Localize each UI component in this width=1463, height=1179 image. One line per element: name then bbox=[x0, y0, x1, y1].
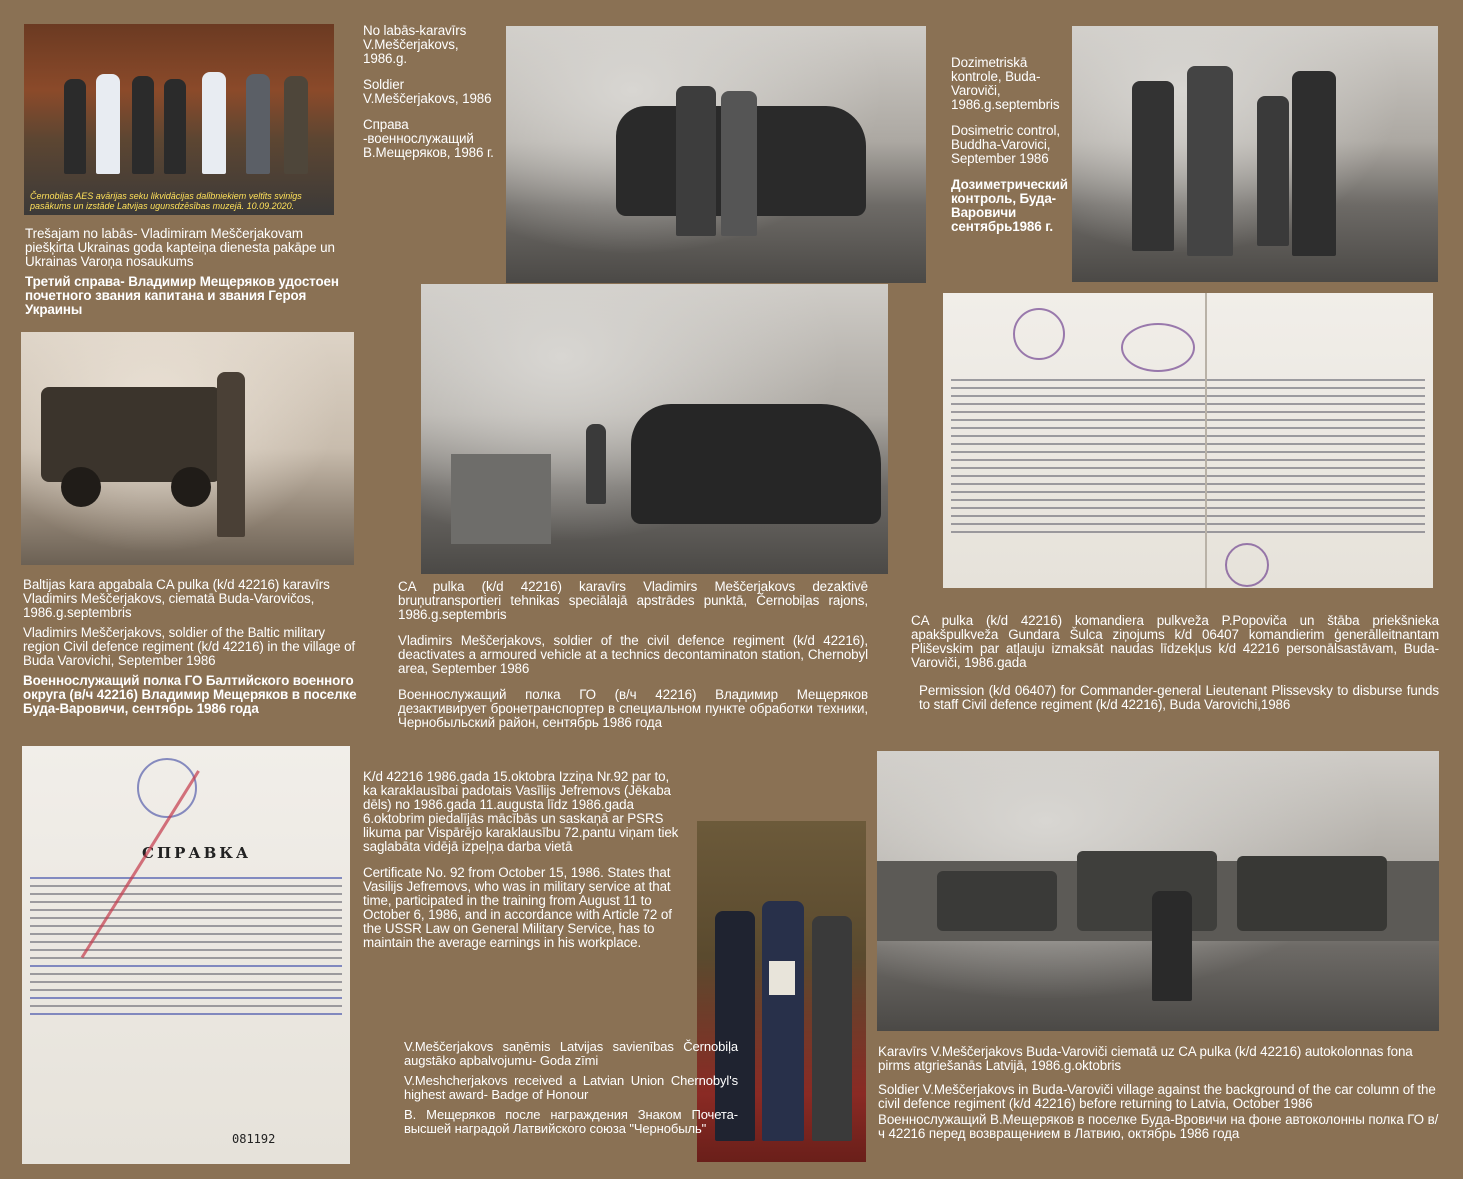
regiment-report-text-lv: CA pulka (k/d 42216) komandiera pulkveža P.Popoviča un štāba priekšnieka apakšpulkveža Gundara Šulca ziņojums k/d 06407 komandierim ģenerālleitnantam Pliševskim par atļauju izmaksāt naudas līdzekļus k/d 42216 personālsastāvam, Buda-Varoviči, 1986.gada bbox=[911, 613, 1439, 670]
truck-soldier-text-en: Vladimirs Meščerjakovs, soldier of the Baltic military region Civil defence regiment (k/d 42216) in the village of Buda Varovichi, September 1986 bbox=[23, 625, 356, 668]
decontamination-text-en: Vladimirs Meščerjakovs, soldier of the civil defence regiment (k/d 42216), deactivates a armoured vehicle at a technics decontaminaton station, Chernobyl area, September 1986 bbox=[398, 633, 868, 676]
certificate-text-en: Certificate No. 92 from October 15, 1986. States that Vasilijs Jefremovs, who was in military service at that time, participated in the training from August 11 to October 6, 1986, and in accordance with Article 72 of the USSR Law on General Military Service, has to maintain the average earnings in his workplace. bbox=[363, 865, 672, 950]
truck-soldier-text bbox=[23, 578, 363, 722]
car-column-photo bbox=[877, 751, 1439, 1031]
ceremony-caption: Černobiļas AES avārijas seku likvidācijas dalībniekiem veltīts svinīgs pasākums un izstāde Latvijas ugunsdzēsības muzejā. 10.09.2020. bbox=[30, 191, 302, 211]
ceremony-photo bbox=[24, 24, 334, 215]
truck-soldier-text-ru: Военнослужащий полка ГО Балтийского военного округа (в/ч 42216) Владимир Мещеряков в поселке Буда-Варовичи, сентябрь 1986 года bbox=[23, 673, 357, 716]
certificate-document bbox=[22, 746, 350, 1164]
award-text-en: V.Meshcherjakovs received a Latvian Union Chernobyl's highest award- Badge of Honour bbox=[404, 1073, 738, 1102]
dosimetric-control-photo bbox=[1072, 26, 1438, 282]
car-column-text-ru: Военнослужащий В.Мещеряков в поселке Буда-Вровичи на фоне автоколонны полка ГО в/ч 42216 перед возвращением в Латвию, октябрь 1986 года bbox=[878, 1112, 1439, 1141]
apc-soldiers-text bbox=[363, 24, 503, 166]
truck-soldier-photo bbox=[21, 332, 354, 565]
award-text bbox=[404, 1040, 738, 1142]
certificate-text-lv: K/d 42216 1986.gada 15.oktobra Izziņa Nr.92 par to, ka karaklausībai padotais Vasīlijs Jefremovs (Jēkaba dēls) no 1986.gada 11.augusta līdz 1986.gada 6.oktobrim piedalījās mācībās un saskaņā ar PSRS likuma par Vispārējo karaklausību 72.pantu viņam tiek saglabāta vidējā izpeļņa darba vietā bbox=[363, 769, 679, 854]
regiment-report-text bbox=[911, 614, 1439, 718]
dosimetric-text bbox=[951, 56, 1069, 240]
regiment-report-text-en: Permission (k/d 06407) for Commander-general Lieutenant Plissevsky to disburse funds to staff Civil defence regiment (k/d 42216), Buda Varovichi,1986 bbox=[919, 683, 1439, 712]
decontamination-text-lv: CA pulka (k/d 42216) karavīrs Vladimirs Meščerjakovs dezaktivē bruņutransportieri tehnikas speciālajā apstrādes punktā, Černobiļas rajons, 1986.g.septembris bbox=[398, 579, 868, 622]
ceremony-text bbox=[25, 227, 355, 323]
dosimetric-text-lv: Dozimetriskā kontrole, Buda-Varoviči, 1986.g.septembris bbox=[951, 55, 1060, 112]
apc-soldiers-text-lv: No labās-karavīrs V.Meščerjakovs, 1986.g. bbox=[363, 23, 467, 66]
certificate-number: 081192 bbox=[232, 1132, 276, 1146]
ceremony-text-lv: Trešajam no labās- Vladimiram Meščerjakovam piešķirta Ukrainas goda kapteiņa dienesta pakāpe un Ukrainas Varoņa nosaukums bbox=[25, 226, 335, 269]
apc-soldiers-text-ru: Справа -военнослужащий В.Мещеряков, 1986 г. bbox=[363, 117, 494, 160]
car-column-text-en: Soldier V.Meščerjakovs in Buda-Varoviči village against the background of the car column of the civil defence regiment (k/d 42216) before returning to Latvia, October 1986 bbox=[878, 1082, 1436, 1111]
certificate-title: СПРАВКА bbox=[142, 844, 252, 862]
decontamination-text bbox=[398, 580, 868, 736]
ceremony-text-ru: Третий справа- Владимир Мещеряков удостоен почетного звания капитана и звания Героя Украины bbox=[25, 274, 339, 317]
decontamination-text-ru: Военнослужащий полка ГО (в/ч 42216) Владимир Мещеряков дезактивирует бронетранспортер в специальном пункте обработки техники, Чернобыльский район, сентябрь 1986 года bbox=[398, 687, 868, 730]
regiment-report-document bbox=[943, 293, 1433, 588]
certificate-text bbox=[363, 770, 685, 956]
apc-soldiers-text-en: Soldier V.Meščerjakovs, 1986 bbox=[363, 77, 492, 106]
decontamination-photo bbox=[421, 284, 888, 574]
award-text-ru: В. Мещеряков после награждения Знаком Почета- высшей наградой Латвийского союза "Чернобыль" bbox=[404, 1107, 738, 1136]
dosimetric-text-ru: Дозиметрический контроль, Буда-Варовичи сентябрь1986 г. bbox=[951, 177, 1068, 234]
award-text-lv: V.Meščerjakovs saņēmis Latvijas savienības Černobiļa augstāko apbalvojumu- Goda zīmi bbox=[404, 1039, 738, 1068]
apc-soldiers-photo bbox=[506, 26, 926, 283]
car-column-text bbox=[878, 1045, 1440, 1147]
car-column-text-lv: Karavīrs V.Meščerjakovs Buda-Varoviči ciematā uz CA pulka (k/d 42216) autokolonnas fona pirms atgriešanās Latvijā, 1986.g.oktobris bbox=[878, 1044, 1413, 1073]
truck-soldier-text-lv: Baltijas kara apgabala CA pulka (k/d 42216) karavīrs Vladimirs Meščerjakovs, ciematā Buda-Varovičos, 1986.g.septembris bbox=[23, 577, 330, 620]
dosimetric-text-en: Dosimetric control, Buddha-Varovici, September 1986 bbox=[951, 123, 1060, 166]
